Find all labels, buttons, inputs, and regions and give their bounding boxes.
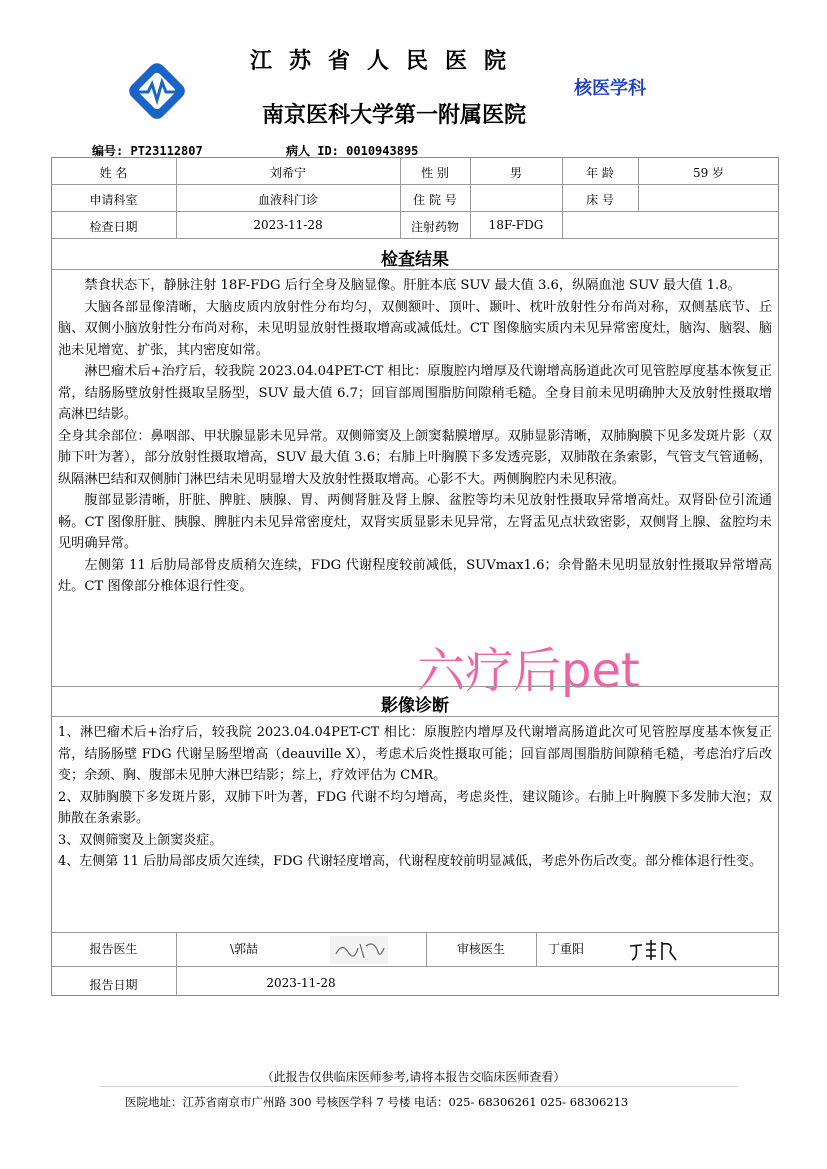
diagnosis-title: 影像诊断 — [381, 696, 449, 716]
patient-age: 59 岁 — [692, 166, 725, 180]
injected-drug: 18F-FDG — [488, 218, 544, 232]
inpatient-label: 住 院 号 — [413, 193, 457, 207]
patient-id-label: 病人 ID: — [286, 144, 339, 158]
exam-date-label: 检查日期 — [89, 220, 138, 234]
divider — [51, 184, 779, 185]
diagnosis-body — [58, 722, 772, 873]
footer-note: （此报告仅供临床医师参考,请将本报告交临床医师查看） — [261, 1070, 566, 1084]
reporter-signature — [330, 936, 388, 968]
patient-sex: 男 — [509, 166, 522, 180]
divider — [51, 932, 779, 933]
dept-label: 申请科室 — [89, 193, 138, 207]
results-paragraph: 腹部显影清晰，肝脏、脾脏、胰腺、胃、两侧肾脏及肾上腺、盆腔等均未见放射性摄取异常增高灶。双肾卧位引流通畅。CT 图像肝脏、胰腺、脾脏内未见异常密度灶，双肾实质显影未见异常，左肾盂见点状致密影，双侧肾上腺、盆腔均未见明确异常。 — [58, 493, 772, 551]
diagnosis-item: 2、双肺胸膜下多发斑片影，双肺下叶为著，FDG 代谢不均匀增高，考虑炎性，建议随诊。右肺上叶胸膜下多发肺大泡；双肺散在条索影。 — [58, 789, 772, 826]
patient-id-value: 0010943895 — [346, 144, 419, 158]
reporter-label: 报告医生 — [89, 942, 138, 956]
divider — [51, 686, 779, 687]
divider — [51, 269, 779, 270]
diagnosis-item: 3、双侧筛窦及上颌窦炎症。 — [58, 832, 223, 848]
divider — [51, 238, 779, 239]
patient-name: 刘希宁 — [269, 166, 306, 180]
handwritten-annotation: 六疗后pet — [417, 643, 640, 699]
divider — [51, 716, 779, 717]
report-date: 2023-11-28 — [266, 976, 336, 990]
divider — [536, 932, 537, 966]
results-paragraph: 全身其余部位：鼻咽部、甲状腺显影未见异常。双侧筛窦及上颌窦黏膜增厚。双肺显影清晰，双肺胸膜下见多发斑片影（双肺下叶为著），部分放射性摄取增高，SUV 最大值 3.6；右肺上叶胸膜下多发透亮影，双肺散在条索影，气管支气管通畅，纵隔淋巴结和双侧肺门淋巴结未见明显增大及放射性摄取增高。心影不大。两侧胸腔内未见积液。 — [58, 428, 772, 487]
reviewer-signature — [626, 936, 684, 968]
hospital-logo — [124, 58, 190, 124]
footer-address: 医院地址：江苏省南京市广州路 300 号核医学科 7 号楼 电话：025- 68306261 025- 68306213 — [125, 1095, 629, 1109]
results-body — [58, 275, 772, 598]
exam-date: 2023-11-28 — [253, 218, 323, 232]
drug-label: 注射药物 — [410, 220, 459, 234]
reviewer-name: 丁重阳 — [548, 942, 585, 956]
results-paragraph: 禁食状态下，静脉注射 18F-FDG 后行全身及脑显像。肝脏本底 SUV 最大值 3.6，纵隔血池 SUV 最大值 1.8。 — [84, 278, 741, 293]
hospital-name: 江苏省人民医院 — [250, 48, 524, 74]
results-paragraph: 淋巴瘤术后+治疗后，较我院 2023.04.04PET-CT 相比：原腹腔内增厚及代谢增高肠道此次可见管腔厚度基本恢复正常，结肠肠壁放射性摄取呈肠型，SUV 最大值 6.7；回盲部周围脂肪间隙稍毛糙。全身目前未见明确肿大及放射性摄取增高淋巴结影。 — [58, 364, 772, 422]
results-title: 检查结果 — [381, 250, 449, 270]
sex-label: 性 别 — [421, 166, 449, 180]
name-label: 姓 名 — [99, 166, 128, 180]
report-number-value: PT23112807 — [130, 144, 203, 158]
footer-divider — [100, 1086, 738, 1087]
hospital-subname: 南京医科大学第一附属医院 — [262, 102, 527, 128]
divider — [51, 211, 779, 212]
reviewer-label: 审核医生 — [456, 942, 505, 956]
reporter-name: \郭喆 — [230, 942, 259, 956]
department-name: 核医学科 — [574, 78, 646, 99]
results-paragraph: 左侧第 11 后肋局部骨皮质稍欠连续，FDG 代谢程度较前减低，SUVmax1.6；余骨骼未见明显放射性摄取异常增高灶。CT 图像部分椎体退行性变。 — [58, 557, 772, 594]
report-date-label: 报告日期 — [89, 978, 138, 992]
diagnosis-item: 4、左侧第 11 后肋局部皮质欠连续，FDG 代谢轻度增高，代谢程度较前明显减低，考虑外伤后改变。部分椎体退行性变。 — [58, 854, 763, 869]
requesting-dept: 血液科门诊 — [257, 193, 318, 207]
bed-label: 床 号 — [586, 193, 614, 207]
age-label: 年 龄 — [586, 166, 614, 180]
diagnosis-item: 1、淋巴瘤术后+治疗后，较我院 2023.04.04PET-CT 相比：原腹腔内增厚及代谢增高肠道此次可见管腔厚度基本恢复正常，结肠肠壁 FDG 代谢呈肠型增高（deauville X），考虑术后炎性摄取可能；回盲部周围脂肪间隙稍毛糙，考虑治疗后改变；余颈、胸、腹部未见肿大淋巴结影；综上，疗效评估为 CMR。 — [58, 725, 772, 783]
results-paragraph: 大脑各部显像清晰，大脑皮质内放射性分布均匀，双侧额叶、顶叶、颞叶、枕叶放射性分布尚对称，双侧基底节、丘脑、双侧小脑放射性分布尚对称，未见明显放射性摄取增高或减低灶。CT 图像脑实质内未见异常密度灶，脑沟、脑裂、脑池未见增宽、扩张，其内密度如常。 — [58, 299, 772, 358]
report-number-label: 编号: — [92, 144, 124, 158]
